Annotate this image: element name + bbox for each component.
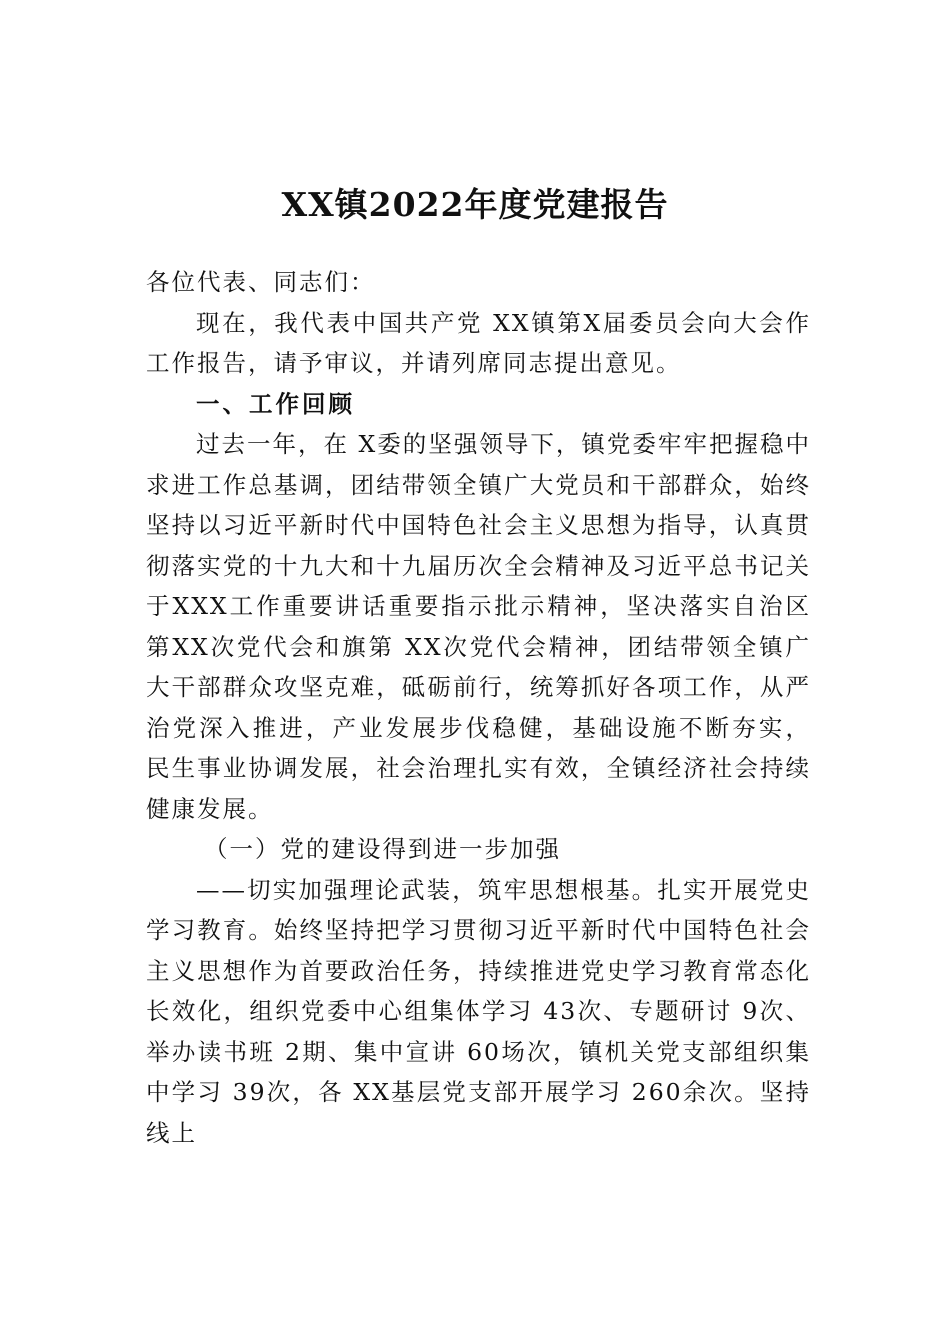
review-paragraph: 过去一年，在 X委的坚强领导下，镇党委牢牢把握稳中求进工作总基调，团结带领全镇广大党员和干部群众，始终坚持以习近平新时代中国特色社会主义思想为指导，认真贯彻落实党的十九大和十九届历次全会精神及习近平总书记关于XXX工作重要讲话重要指示批示精神，坚决落实自治区第XX次党代会和旗第 XX次党代会精神，团结带领全镇广大干部群众攻坚克难，砥砺前行，统筹抓好各项工作，从严治党深入推进，产业发展步伐稳健，基础设施不断夯实， 民生事业协调发展，社会治理扎实有效，全镇经济社会持续健康发展。 (146, 430, 811, 823)
salutation: 各位代表、同志们： (146, 268, 376, 296)
document-body (146, 262, 811, 1153)
document-title: XX镇2022年度党建报告 (281, 185, 669, 225)
theory-study-paragraph: ——切实加强理论武装，筑牢思想根基。扎实开展党史学习教育。始终坚持把学习贯彻习近平新时代中国特色社会主义思想作为首要政治任务，持续推进党史学习教育常态化长效化，组织党委中心组集体学习 43次、专题研讨 9次、举办读书班 2期、集中宣讲 60场次，镇机关党支部组织集中学习 39次，各 XX基层党支部开展学习 260余次。坚持线上 (146, 875, 811, 1147)
subsection-heading-party-building: （一）党的建设得到进一步加强 (204, 835, 561, 863)
section-heading-work-review: 一、工作回顾 (196, 389, 355, 418)
intro-paragraph: 现在，我代表中国共产党 XX镇第X届委员会向大会作工作报告，请予审议，并请列席同志提出意见。 (146, 308, 811, 377)
